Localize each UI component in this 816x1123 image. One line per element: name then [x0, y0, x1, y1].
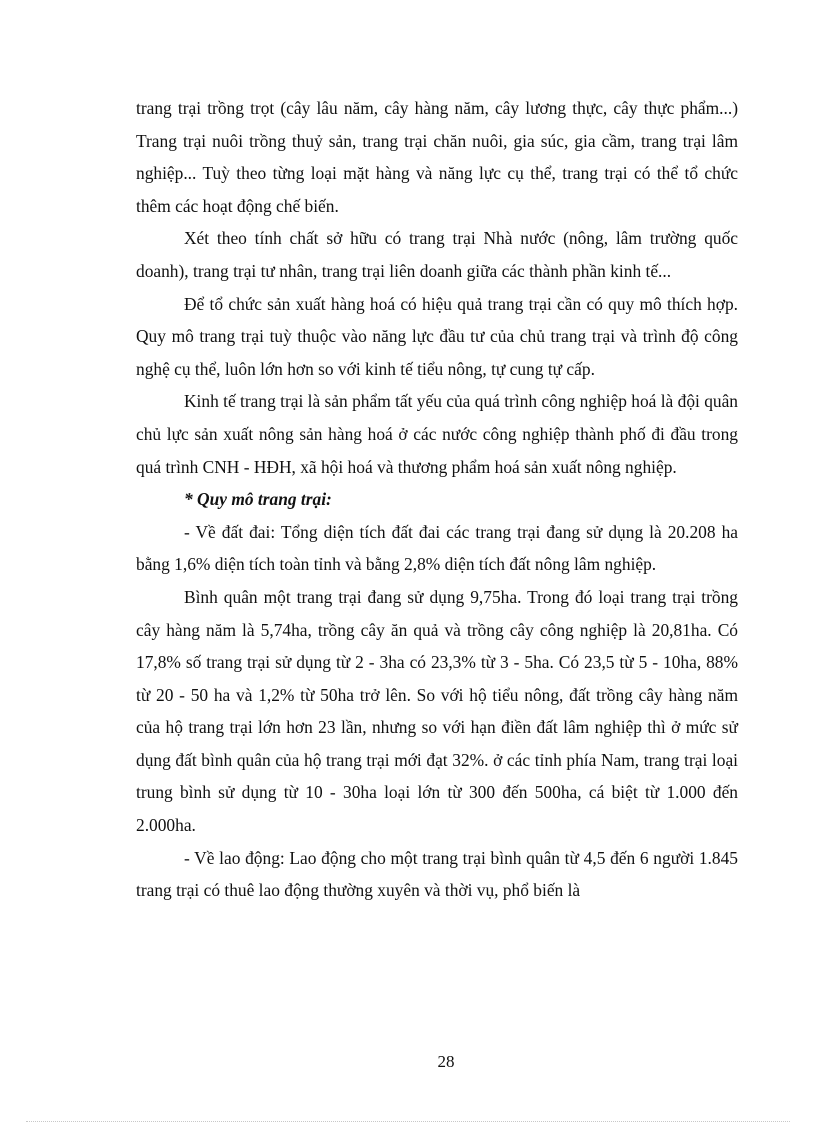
paragraph-average-area: Bình quân một trang trại đang sử dụng 9,75ha. Trong đó loại trang trại trồng cây hàng năm là 5,74ha, trồng cây ăn quả và trồng cây công nghiệp là 20,81ha. Có 17,8% số trang trại sử dụng từ 2 - 3ha có 23,3% từ 3 - 5ha. Có 23,5 từ 5 - 10ha, 88% từ 20 - 50 ha và 1,2% từ 50ha trở lên. So với hộ tiểu nông, đất trồng cây hàng năm của hộ trang trại lớn hơn 23 lần, nhưng so với hạn điền đất lâm nghiệp thì ở mức sử dụng đất bình quân của hộ trang trại mới đạt 32%. ở các tỉnh phía Nam, trang trại loại trung bình sử dụng từ 10 - 30ha loại lớn từ 300 đến 500ha, cá biệt từ 1.000 đến 2.000ha. [136, 586, 738, 836]
paragraph-industrialization: Kinh tế trang trại là sản phẩm tất yếu của quá trình công nghiệp hoá là đội quân chủ lực sản xuất nông sản hàng hoá ở các nước công nghiệp thành phố đi đầu trong quá trình CNH - HĐH, xã hội hoá và thương phẩm hoá sản xuất nông nghiệp. [136, 391, 738, 477]
paragraph-labor: - Về lao động: Lao động cho một trang trại bình quân từ 4,5 đến 6 người 1.845 trang trại có thuê lao động thường xuyên và thời vụ, phổ biến là [136, 847, 738, 901]
page-body [136, 92, 738, 907]
paragraph-farm-types: trang trại trồng trọt (cây lâu năm, cây hàng năm, cây lương thực, cây thực phẩm...) Trang trại nuôi trồng thuỷ sản, trang trại chăn nuôi, gia súc, gia cầm, trang trại lâm nghiệp... Tuỳ theo từng loại mặt hàng và năng lực cụ thể, trang trại có thể tổ chức thêm các hoạt động chế biến. [136, 98, 738, 216]
section-heading-farm-scale: * Quy mô trang trại: [184, 489, 332, 510]
page-number: 28 [437, 1052, 455, 1071]
paragraph-scale-requirement: Để tổ chức sản xuất hàng hoá có hiệu quả trang trại cần có quy mô thích hợp. Quy mô trang trại tuỳ thuộc vào năng lực đầu tư của chủ trang trại và trình độ công nghệ cụ thể, luôn lớn hơn so với kinh tế tiểu nông, tự cung tự cấp. [136, 293, 738, 379]
paragraph-land: - Về đất đai: Tổng diện tích đất đai các trang trại đang sử dụng là 20.208 ha bằng 1,6% diện tích toàn tỉnh và bằng 2,8% diện tích đất nông lâm nghiệp. [136, 521, 738, 575]
page-bottom-divider [26, 1121, 790, 1122]
paragraph-ownership: Xét theo tính chất sở hữu có trang trại Nhà nước (nông, lâm trường quốc doanh), trang trại tư nhân, trang trại liên doanh giữa các thành phần kinh tế... [136, 228, 738, 281]
